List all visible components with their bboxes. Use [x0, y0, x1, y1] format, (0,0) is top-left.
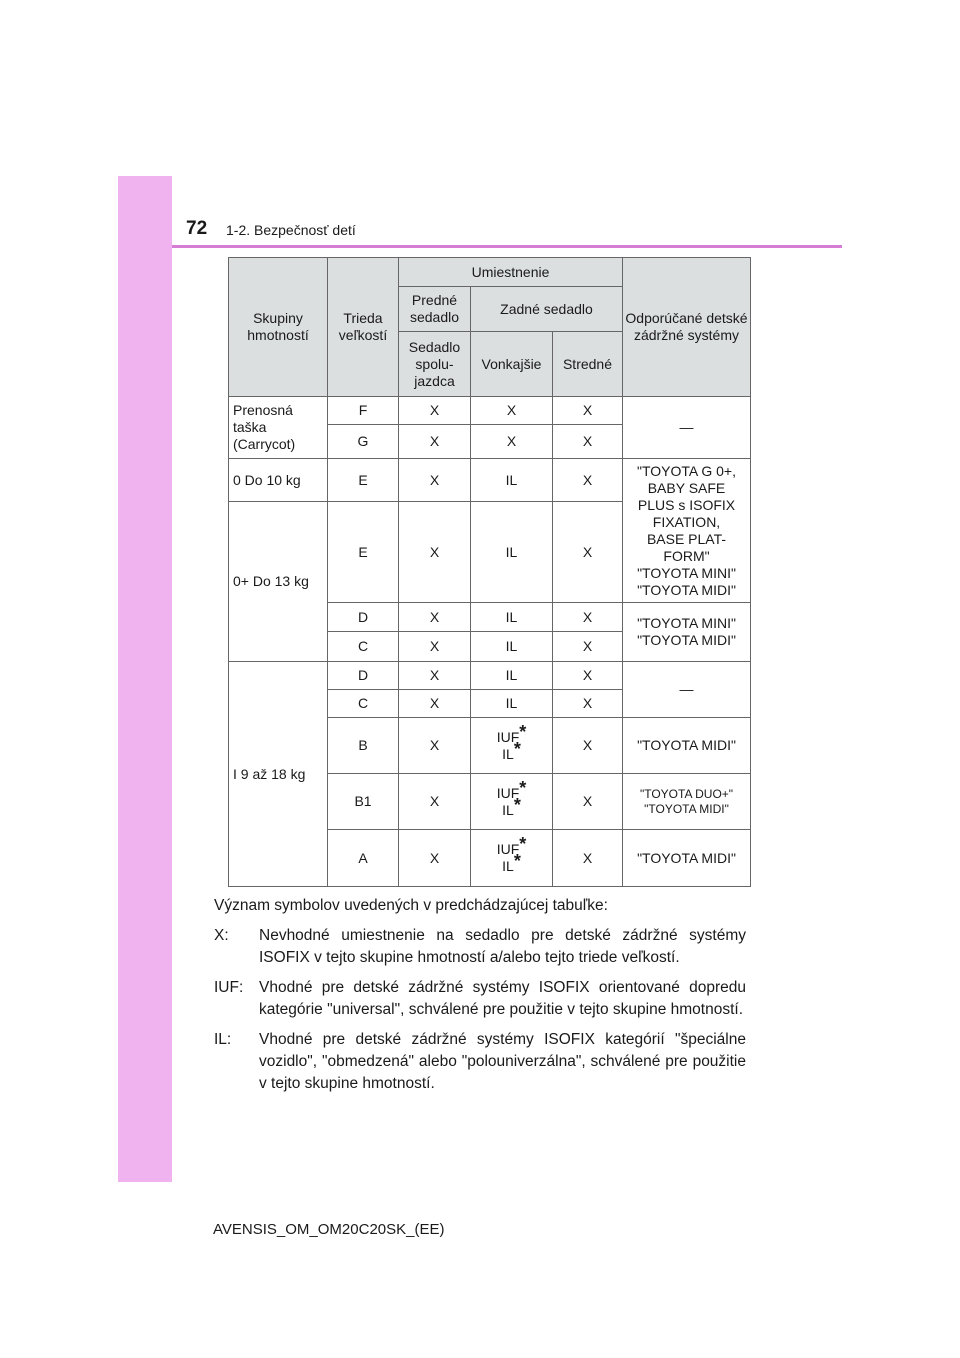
- section-title: 1-2. Bezpečnosť detí: [226, 222, 356, 238]
- asterisk-mark: *: [519, 834, 527, 854]
- outer-cell: IL: [471, 632, 553, 662]
- size-class-cell: E: [328, 502, 399, 603]
- outer-cell: IL: [471, 690, 553, 718]
- passenger-cell: X: [399, 603, 471, 632]
- middle-cell: X: [553, 425, 623, 459]
- size-class-cell: E: [328, 459, 399, 502]
- passenger-cell: X: [399, 459, 471, 502]
- size-class-cell: D: [328, 603, 399, 632]
- recommended-cell: —: [623, 662, 751, 718]
- group-0: 0 Do 10 kg: [229, 459, 328, 502]
- legend-description: Vhodné pre detské zádržné systémy ISOFIX orientované dopredu kategórie "universal", schválené pre použitie v tejto skupine hmotností.: [259, 979, 746, 1018]
- legend-item: [214, 1029, 746, 1095]
- middle-cell: X: [553, 632, 623, 662]
- header-weight-groups: Skupiny hmotností: [229, 258, 328, 397]
- legend-item: [214, 925, 746, 969]
- outer-cell: [471, 830, 553, 887]
- outer-cell: [471, 718, 553, 774]
- size-class-cell: B: [328, 718, 399, 774]
- group-carrycot: Prenosná taška (Carrycot): [229, 397, 328, 459]
- header-placement: Umiestnenie: [399, 258, 623, 287]
- header-size-class: Trieda veľkostí: [328, 258, 399, 397]
- recommended-cell: [623, 459, 751, 603]
- asterisk-mark: *: [513, 738, 521, 759]
- outer-value: IL: [502, 745, 514, 762]
- recommended-cell: —: [623, 397, 751, 459]
- middle-cell: X: [553, 459, 623, 502]
- passenger-cell: X: [399, 774, 471, 830]
- legend-item: [214, 977, 746, 1021]
- passenger-cell: X: [399, 502, 471, 603]
- outer-cell: X: [471, 425, 553, 459]
- recommended-cell: "TOYOTA MIDI": [623, 830, 751, 887]
- recommended-cell: "TOYOTA MIDI": [623, 718, 751, 774]
- outer-cell: IL: [471, 459, 553, 502]
- recommended-line: FIXATION,: [652, 513, 721, 530]
- middle-cell: X: [553, 690, 623, 718]
- outer-value: IL: [502, 801, 514, 818]
- outer-value: IUF: [496, 784, 520, 801]
- outer-cell: IL: [471, 662, 553, 690]
- legend-term: IL:: [214, 1031, 232, 1048]
- passenger-cell: X: [399, 830, 471, 887]
- asterisk-mark: *: [519, 777, 527, 798]
- passenger-cell: X: [399, 662, 471, 690]
- group-0-plus: 0+ Do 13 kg: [229, 502, 328, 662]
- table-row: [229, 662, 751, 690]
- middle-cell: X: [553, 718, 623, 774]
- recommended-line: "TOYOTA MIDI": [637, 632, 736, 648]
- legend-description: Vhodné pre detské zádržné systémy ISOFIX kategórií "špeciálne vozidlo", "obmedzená" alebo "polouniverzálna", schválené pre použitie v tejto skupine hmotností.: [259, 1031, 746, 1092]
- passenger-cell: X: [399, 718, 471, 774]
- header-divider: [172, 245, 842, 248]
- size-class-cell: F: [328, 397, 399, 425]
- table-row: [229, 459, 751, 502]
- outer-value-line: [473, 794, 550, 819]
- recommended-line: "TOYOTA MIDI": [644, 801, 729, 816]
- legend-term: IUF:: [214, 979, 244, 996]
- middle-cell: X: [553, 662, 623, 690]
- outer-value-line: [473, 777, 550, 802]
- size-class-cell: G: [328, 425, 399, 459]
- header-passenger-seat: Sedadlo spolu-jazdca: [399, 332, 471, 397]
- asterisk-mark: *: [519, 721, 527, 742]
- outer-value: IUF: [496, 728, 520, 745]
- page-number: 72: [186, 218, 208, 239]
- recommended-line: "TOYOTA DUO+": [639, 786, 734, 801]
- recommended-line: BABY SAFE: [647, 479, 726, 496]
- middle-cell: X: [553, 830, 623, 887]
- outer-cell: IL: [471, 502, 553, 603]
- recommended-cell: [623, 774, 751, 830]
- outer-value-line: [473, 851, 550, 875]
- outer-cell: [471, 774, 553, 830]
- passenger-cell: X: [399, 397, 471, 425]
- isofix-seat-table: [228, 257, 751, 887]
- outer-value-line: [473, 834, 550, 858]
- outer-value: IL: [502, 858, 514, 874]
- size-class-cell: C: [328, 690, 399, 718]
- passenger-cell: X: [399, 690, 471, 718]
- recommended-line: BASE PLAT-: [646, 530, 727, 547]
- header-outer: Vonkajšie: [471, 332, 553, 397]
- group-1: I 9 až 18 kg: [229, 662, 328, 887]
- recommended-line: "TOYOTA MINI": [637, 615, 736, 631]
- middle-cell: X: [553, 397, 623, 425]
- outer-value: IUF: [496, 841, 520, 857]
- size-class-cell: D: [328, 662, 399, 690]
- outer-cell: IL: [471, 603, 553, 632]
- outer-value-line: [473, 721, 550, 746]
- side-tab-band: [118, 176, 172, 1182]
- symbol-legend: [214, 895, 746, 1103]
- header-middle: Stredné: [553, 332, 623, 397]
- passenger-cell: X: [399, 425, 471, 459]
- legend-intro: Význam symbolov uvedených v predchádzajúcej tabuľke:: [214, 897, 608, 914]
- header-front-seat: Predné sedadlo: [399, 287, 471, 332]
- recommended-cell: [623, 603, 751, 662]
- legend-term: X:: [214, 927, 229, 944]
- passenger-cell: X: [399, 632, 471, 662]
- outer-cell: X: [471, 397, 553, 425]
- manual-code-footer: AVENSIS_OM_OM20C20SK_(EE): [213, 1221, 445, 1238]
- outer-value-line: [473, 738, 550, 763]
- recommended-line: "TOYOTA G 0+,: [637, 462, 736, 479]
- recommended-line: "TOYOTA MINI": [637, 564, 736, 581]
- header-recommended: Odporúčané detské zádržné systémy: [623, 258, 751, 397]
- asterisk-mark: *: [513, 851, 521, 871]
- header-rear-seat: Zadné sedadlo: [471, 287, 623, 332]
- size-class-cell: B1: [328, 774, 399, 830]
- table-row: [229, 397, 751, 425]
- asterisk-mark: *: [513, 794, 521, 815]
- size-class-cell: A: [328, 830, 399, 887]
- recommended-line: PLUS s ISOFIX: [637, 496, 736, 513]
- size-class-cell: C: [328, 632, 399, 662]
- recommended-line: FORM": [663, 547, 710, 564]
- middle-cell: X: [553, 774, 623, 830]
- legend-description: Nevhodné umiestnenie na sedadlo pre detské zádržné systémy ISOFIX v tejto skupine hmotností a/alebo tejto triede veľkostí.: [259, 927, 746, 966]
- middle-cell: X: [553, 603, 623, 632]
- middle-cell: X: [553, 502, 623, 603]
- recommended-line: "TOYOTA MIDI": [637, 581, 736, 598]
